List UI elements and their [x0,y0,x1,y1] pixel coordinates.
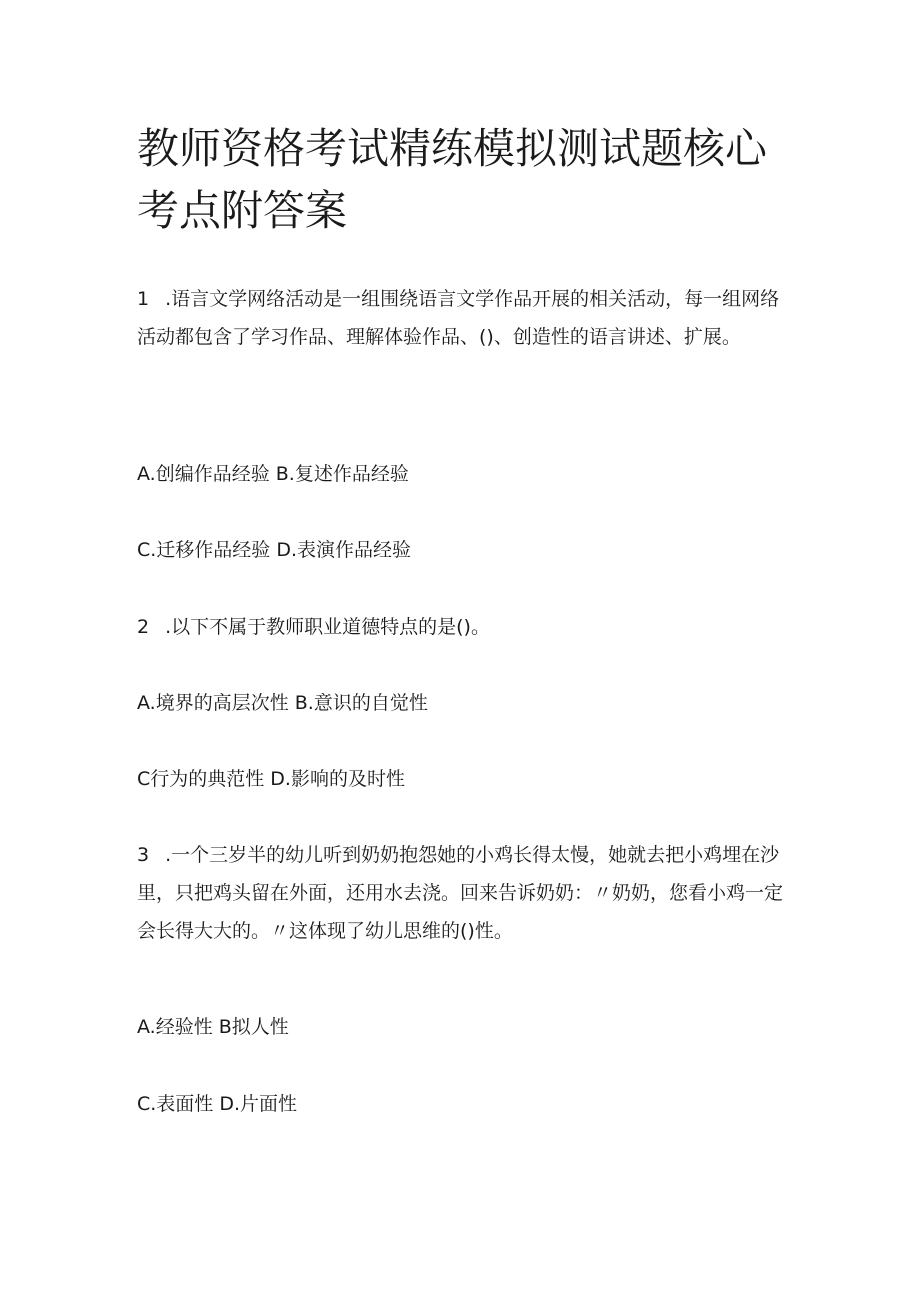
question-1 [137,280,787,356]
question-1-options-row-1: A.创编作品经验 B.复述作品经验 [137,463,409,485]
question-number: 2 [137,616,150,638]
question-number: 1 [137,288,150,310]
question-stem: .一个三岁半的幼儿听到奶奶抱怨她的小鸡长得太慢，她就去把小鸡埋在沙里，只把鸡头留在外面，还用水去浇。回来告诉奶奶：〃奶奶，您看小鸡一定会长得大大的。〃这体现了幼儿思维的()性。 [137,844,784,942]
question-2-options-row-1: A.境界的高层次性 B.意识的自觉性 [137,692,428,714]
question-stem: .以下不属于教师职业道德特点的是()。 [165,616,490,638]
question-2-options-row-2: C行为的典范性 D.影响的及时性 [137,768,405,790]
question-1-options-row-2: C.迁移作品经验 D.表演作品经验 [137,539,412,561]
question-3-options-row-2: C.表面性 D.片面性 [137,1093,298,1115]
question-3 [137,836,787,950]
question-2 [137,608,787,646]
question-stem: .语言文学网络活动是一组围绕语言文学作品开展的相关活动，每一组网络活动都包含了学习作品、理解体验作品、()、创造性的语言讲述、扩展。 [137,288,780,348]
question-number: 3 [137,844,150,866]
question-3-options-row-1: A.经验性 B拟人性 [137,1016,289,1038]
document-title: 教师资格考试精练模拟测试题核心考点附答案 [137,124,768,235]
